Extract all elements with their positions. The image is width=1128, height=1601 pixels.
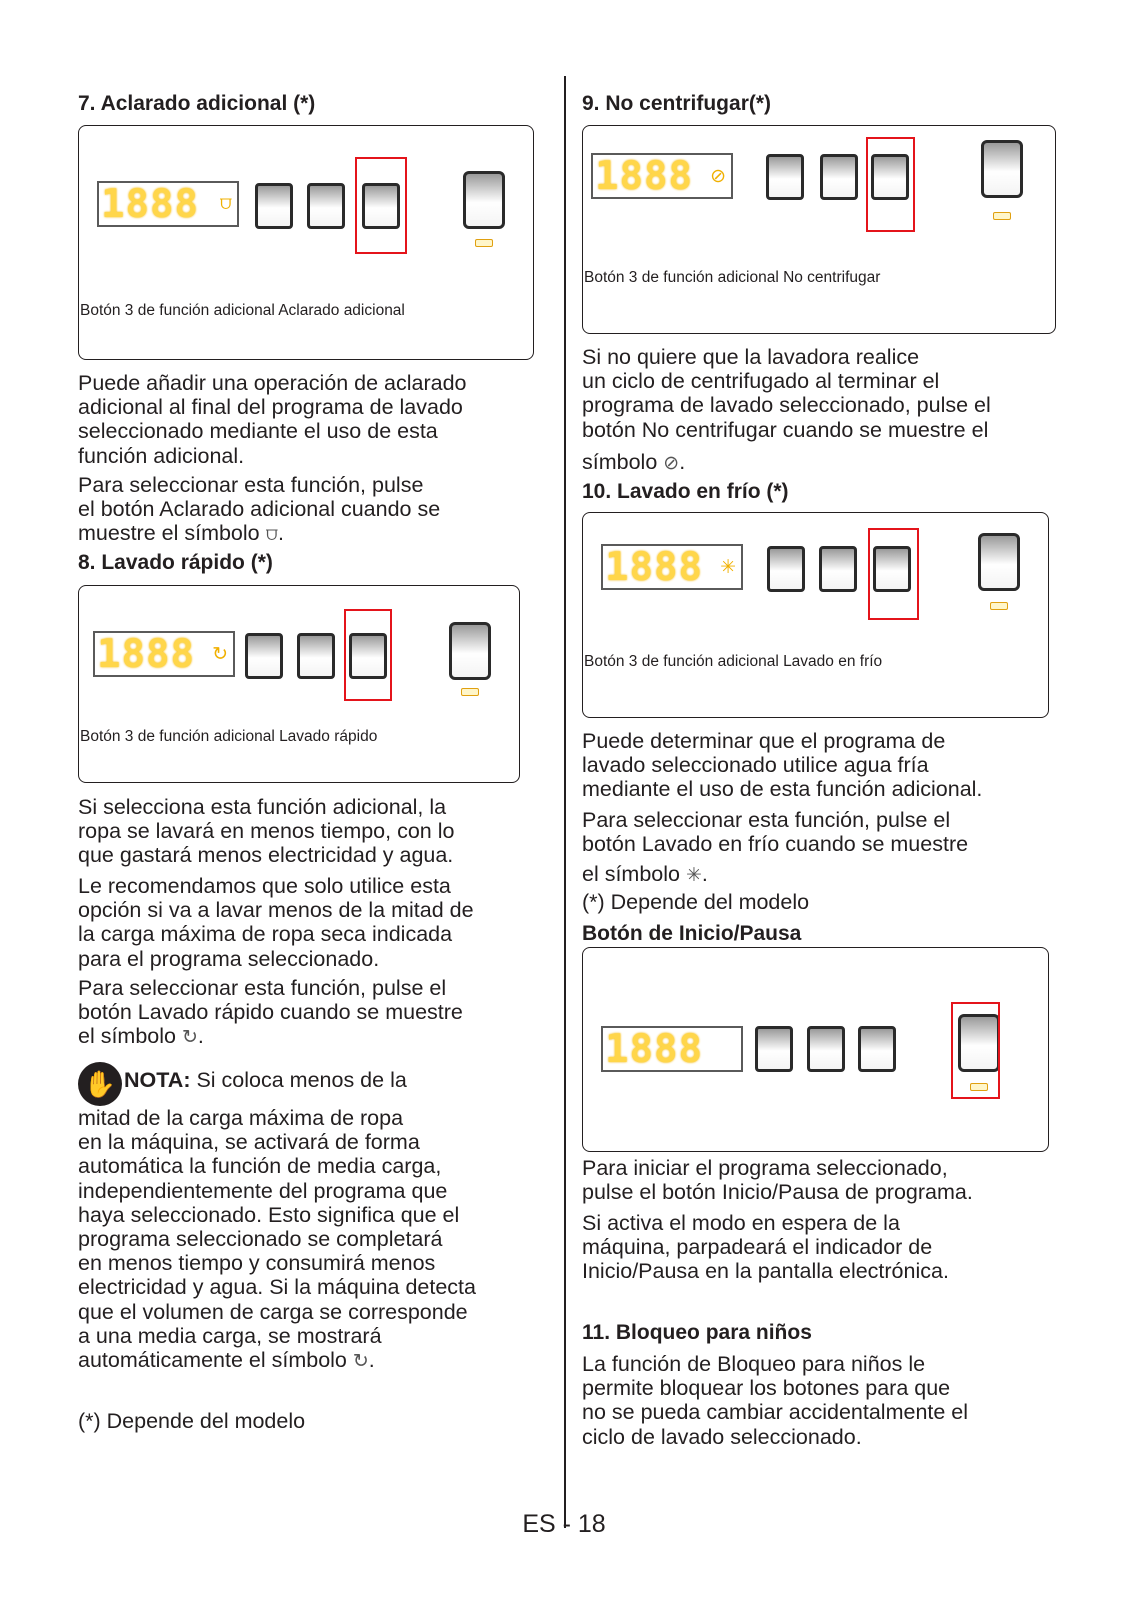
paragraph: Si no quiere que la lavadora realice un ciclo de centrifugado al terminar el programa de lavado seleccionado, pulse el botón No centrifugar cuando se muestre el símbolo ⊘. (582, 345, 991, 474)
function-button-1[interactable] (767, 546, 805, 592)
highlight-frame (344, 609, 392, 701)
nota-block: ✋ NOTA: Si coloca menos de la mitad de la carga máxima de ropa en la máquina, se activará de forma automática la función de media carga, independientemente del programa que haya seleccionado. Esto significa que el programa seleccionado se completará en menos tiempo y consumirá menos electricidad y agua. Si la máquina detecta que el volumen de carga se corresponde a una media carga, se mostrará automáticamente el símbolo ↻. (78, 1062, 476, 1373)
heading-lavado-rapido: 8. Lavado rápido (*) (78, 551, 273, 574)
paragraph: Para seleccionar esta función, pulse el botón Lavado en frío cuando se muestre el símbolo ✳. (582, 808, 969, 887)
panel-lavado-rapido (78, 585, 520, 783)
panel-lavado-en-frio (582, 512, 1049, 718)
heading-lavado-en-frio: 10. Lavado en frío (*) (582, 480, 789, 503)
display-digits: 1888 (605, 545, 703, 590)
quick-wash-icon: ↻ (212, 644, 228, 665)
function-button-2[interactable] (307, 183, 345, 229)
start-pause-led (461, 688, 479, 696)
function-button-1[interactable] (245, 633, 283, 679)
heading-inicio-pausa: Botón de Inicio/Pausa (582, 922, 802, 945)
paragraph: Le recomendamos que solo utilice esta opción si va a lavar menos de la mitad de la carga máxima de ropa seca indicada para el programa seleccionado. (78, 874, 474, 971)
no-spin-icon: ⊘ (710, 166, 726, 187)
display-digits: 1888 (97, 632, 195, 677)
start-pause-button[interactable] (449, 622, 491, 680)
paragraph: La función de Bloqueo para niños le permite bloquear los botones para que no se pueda cambiar accidentalmente el ciclo de lavado seleccionado. (582, 1352, 969, 1449)
heading-aclarado-adicional: 7. Aclarado adicional (*) (78, 92, 316, 115)
hand-stop-icon: ✋ (78, 1062, 122, 1106)
highlight-frame (866, 137, 915, 232)
rinse-icon: ⩌ (265, 523, 278, 546)
start-pause-led (990, 602, 1008, 610)
quick-wash-icon: ↻ (352, 1350, 369, 1373)
lcd-display (93, 631, 235, 677)
quick-wash-icon: ↻ (181, 1026, 198, 1049)
start-pause-button[interactable] (978, 533, 1020, 591)
no-spin-icon: ⊘ (663, 451, 680, 474)
panel-inicio-pausa (582, 947, 1049, 1152)
function-button-1[interactable] (755, 1026, 793, 1072)
function-button-2[interactable] (820, 154, 858, 200)
function-button-3[interactable] (858, 1026, 896, 1072)
paragraph: Puede determinar que el programa de lavado seleccionado utilice agua fría mediante el uso de esta función adicional. (582, 729, 983, 802)
paragraph: Para seleccionar esta función, pulse el botón Aclarado adicional cuando se muestre el símbolo ⩌. (78, 473, 441, 546)
start-pause-button[interactable] (463, 171, 505, 229)
highlight-frame (868, 528, 919, 620)
start-pause-led (475, 239, 493, 247)
caption: Botón 3 de función adicional No centrifugar (584, 269, 881, 286)
heading-no-centrifugar: 9. No centrifugar(*) (582, 92, 772, 115)
paragraph: Puede añadir una operación de aclarado adicional al final del programa de lavado seleccionado mediante el uso de esta función adicional. (78, 371, 467, 468)
column-divider (564, 76, 566, 1528)
footnote: (*) Depende del modelo (582, 890, 810, 914)
panel-no-centrifugar (582, 125, 1056, 334)
paragraph: Para iniciar el programa seleccionado, pulse el botón Inicio/Pausa de programa. (582, 1156, 973, 1205)
footnote: (*) Depende del modelo (78, 1409, 306, 1433)
paragraph: Si selecciona esta función adicional, la ropa se lavará en menos tiempo, con lo que gastará menos electricidad y agua. (78, 795, 455, 868)
function-button-1[interactable] (255, 183, 293, 229)
cold-wash-icon: ✳ (685, 864, 702, 887)
display-digits: 1888 (101, 182, 199, 227)
heading-bloqueo-ninos: 11. Bloqueo para niños (582, 1321, 812, 1344)
lcd-display (601, 544, 743, 590)
page-number: ES - 18 (522, 1510, 606, 1538)
lcd-display (601, 1026, 743, 1072)
rinse-icon: ⩌ (219, 193, 232, 214)
cold-wash-icon: ✳ (720, 557, 736, 578)
lcd-display (591, 153, 733, 199)
panel-aclarado-adicional (78, 125, 534, 360)
function-button-2[interactable] (807, 1026, 845, 1072)
paragraph: Para seleccionar esta función, pulse el botón Lavado rápido cuando se muestre el símbolo ↻. (78, 976, 463, 1049)
caption: Botón 3 de función adicional Lavado rápido (80, 728, 378, 745)
function-button-1[interactable] (766, 154, 804, 200)
function-button-2[interactable] (819, 546, 857, 592)
start-pause-led (993, 212, 1011, 220)
display-digits: 1888 (605, 1027, 703, 1072)
paragraph: Si activa el modo en espera de la máquina, parpadeará el indicador de Inicio/Pausa en la pantalla electrónica. (582, 1211, 949, 1284)
display-digits: 1888 (595, 154, 693, 199)
highlight-frame (355, 157, 407, 254)
caption: Botón 3 de función adicional Aclarado adicional (80, 302, 405, 319)
highlight-frame (951, 1002, 1000, 1099)
caption: Botón 3 de función adicional Lavado en frío (584, 653, 883, 670)
lcd-display (97, 181, 239, 227)
start-pause-button[interactable] (981, 140, 1023, 198)
function-button-2[interactable] (297, 633, 335, 679)
